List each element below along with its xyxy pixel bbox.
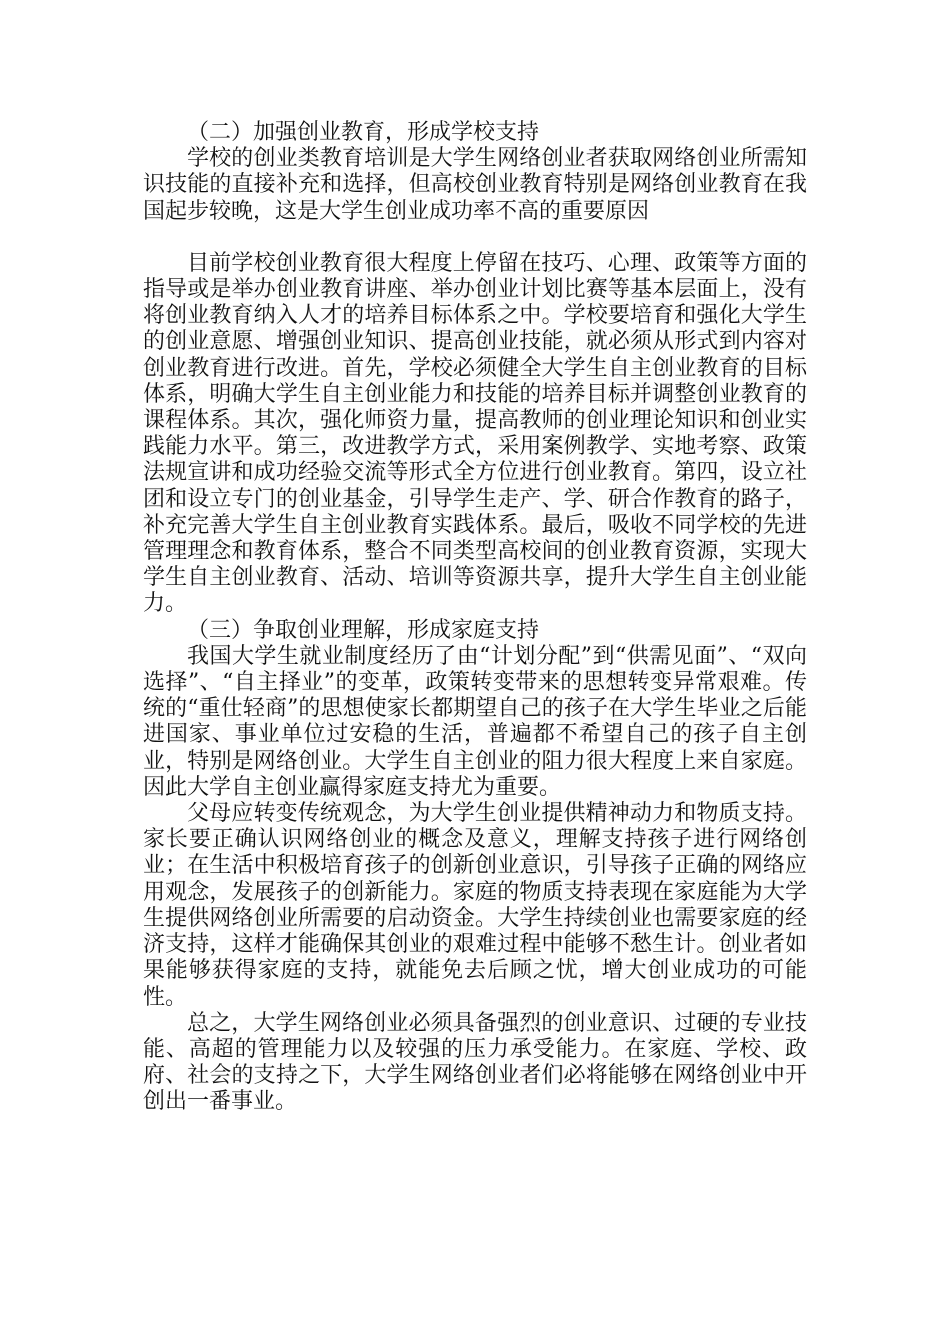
paragraph-conclusion: 总之，大学生网络创业必须具备强烈的创业意识、过硬的专业技能、高超的管理能力以及较强的压力承受能力。在家庭、学校、政府、社会的支持之下，大学生网络创业者们必将能够在网络创业中开创出一番事业。 (143, 1010, 807, 1115)
paragraph-family-background: 我国大学生就业制度经历了由“计划分配”到“供需见面”、“双向选择”、“自主择业”的变革，政策转变带来的思想转变异常艰难。传统的“重仕轻商”的思想使家长都期望自己的孩子在大学生毕业之后能进国家、事业单位过安稳的生活，普遍都不希望自己的孩子自主创业，特别是网络创业。大学生自主创业的阻力很大程度上来自家庭。因此大学自主创业赢得家庭支持尤为重要。 (143, 643, 807, 800)
paragraph-family-support: 父母应转变传统观念，为大学生创业提供精神动力和物质支持。家长要正确认识网络创业的概念及意义，理解支持孩子进行网络创业；在生活中积极培育孩子的创新创业意识，引导孩子正确的网络应用观念，发展孩子的创新能力。家庭的物质支持表现在家庭能为大学生提供网络创业所需要的启动资金。大学生持续创业也需要家庭的经济支持，这样才能确保其创业的艰难过程中能够不愁生计。创业者如果能够获得家庭的支持，就能免去后顾之忧，增大创业成功的可能性。 (143, 801, 807, 1010)
document-body (143, 120, 807, 1116)
section-heading-2: （二）加强创业教育，形成学校支持 (187, 120, 540, 145)
paragraph-school-education-reform: 目前学校创业教育很大程度上停留在技巧、心理、政策等方面的指导或是举办创业教育讲座、举办创业计划比赛等基本层面上，没有将创业教育纳入人才的培养目标体系之中。学校要培育和强化大学生的创业意愿、增强创业知识、提高创业技能，就必须从形式到内容对创业教育进行改进。首先，学校必须健全大学生自主创业教育的目标体系，明确大学生自主创业能力和技能的培养目标并调整创业教育的课程体系。其次，强化师资力量，提高教师的创业理论知识和创业实践能力水平。第三，改进教学方式，采用案例教学、实地考察、政策法规宣讲和成功经验交流等形式全方位进行创业教育。第四，设立社团和设立专门的创业基金，引导学生走产、学、研合作教育的路子，补充完善大学生自主创业教育实践体系。最后，吸收不同学校的先进管理理念和教育体系，整合不同类型高校间的创业教育资源，实现大学生自主创业教育、活动、培训等资源共享，提升大学生自主创业能力。 (143, 250, 807, 617)
paragraph-school-education-intro: 学校的创业类教育培训是大学生网络创业者获取网络创业所需知识技能的直接补充和选择，但高校创业教育特别是网络创业教育在我国起步较晚，这是大学生创业成功率不高的重要原因 (143, 146, 807, 224)
blank-line (143, 225, 807, 251)
section-heading-3: （三）争取创业理解，形成家庭支持 (187, 617, 540, 643)
